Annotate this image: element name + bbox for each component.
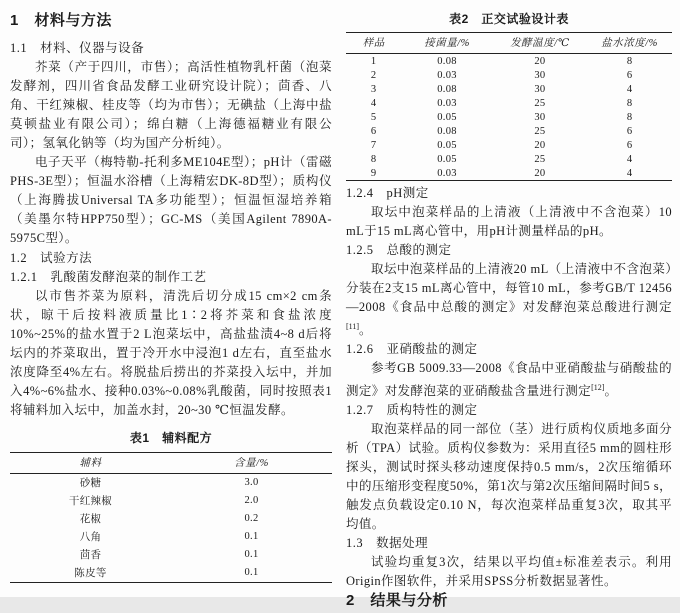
paragraph-ph: 取坛中泡菜样品的上清液（上清液中不含泡菜）10 mL于15 mL离心管中，用pH计测量样品的pH。 [346,205,672,238]
table-row [10,564,332,583]
table-cell: 2 [370,69,377,81]
table-cell: 4 [370,97,377,109]
paragraph-total-acid [346,260,672,340]
table-header-cell: 含量/% [171,452,332,473]
table-cell: 0.03 [437,69,457,81]
table-row [346,96,672,110]
right-column [346,9,672,591]
table-cell: 5 [370,111,377,123]
section-heading-1-2-4: 1.2.4 pH测定 [346,186,429,200]
table-cell: 20 [534,55,546,67]
table-cell: 0.03 [437,97,457,109]
table-header-cell: 盐水浓度/% [587,33,672,54]
table-cell: 30 [534,111,546,123]
table-row [10,510,332,528]
table-header-cell: 辅料 [10,452,171,473]
table-header-row [346,33,672,54]
table-cell: 3 [370,83,377,95]
table-cell: 0.1 [244,549,259,560]
table-cell: 0.08 [437,83,457,95]
table1-caption: 表1 辅料配方 [129,430,213,445]
table-cell: 八角 [79,532,102,543]
table-cell: 6 [626,139,633,151]
table-row [346,82,672,96]
table-cell: 0.08 [437,55,457,67]
table2-caption: 表2 正交试验设计表 [449,12,569,26]
paragraph-texture: 取泡菜样品的同一部位（茎）进行质构仪质地多面分析（TPA）试验。质构仪参数为：采用直径5 mm的圆柱形探头，测试时探头移动速度保持0.5 mm/s，2次压缩循环中的压缩形变程度50%，第1次与第2次压缩间隔时间5 s，触发点负载设定0.10 N，每次泡菜样品重复3次，取其平均值。 [346,422,672,532]
table-row [346,54,672,69]
table-row [346,166,672,181]
table-cell: 茴香 [79,550,102,561]
paragraph-nitrite [346,359,672,401]
table-cell: 6 [626,69,633,81]
table-cell: 30 [534,69,546,81]
table-cell: 20 [534,139,546,151]
table-cell: 花椒 [79,514,102,525]
paragraph-nitrite-text: 参考GB 5009.33—2008《食品中亚硝酸盐与硝酸盐的测定》对发酵泡菜的亚硝酸盐含量进行测定 [346,361,672,399]
section-heading-1: 1 材料与方法 [10,12,112,29]
table-cell: 25 [534,97,546,109]
table-auxiliary-ingredients [10,452,332,583]
table-cell: 0.05 [437,111,457,123]
table-header-cell: 发酵温度/℃ [493,33,588,54]
table-row [10,492,332,510]
table-row [346,138,672,152]
table-cell: 干红辣椒 [68,496,113,507]
section-heading-1-2-7: 1.2.7 质构特性的测定 [346,403,478,418]
paragraph-total-acid-end: 。 [359,323,372,338]
table-cell: 0.05 [437,139,457,151]
section-heading-1-2: 1.2 试验方法 [10,250,93,265]
table-cell: 4 [626,167,633,179]
table-cell: 0.2 [244,513,259,524]
table-cell: 4 [626,83,633,95]
table-cell: 9 [370,167,377,179]
citation-ref-12: [12] [591,383,605,393]
table-cell: 0.03 [437,167,457,179]
table-cell: 8 [626,97,633,109]
table-header-cell: 样品 [346,33,401,54]
table-cell: 0.08 [437,125,457,137]
section-heading-1-2-1: 1.2.1 乳酸菌发酵泡菜的制作工艺 [10,269,207,284]
table-cell: 30 [534,83,546,95]
table-cell: 8 [626,55,633,67]
section-heading-1-2-6: 1.2.6 亚硝酸盐的测定 [346,342,478,357]
table-cell: 2.0 [244,495,259,506]
section-heading-1-3: 1.3 数据处理 [346,536,429,551]
table-cell: 0.1 [244,531,259,542]
table-orthogonal-design [346,32,672,181]
table-cell: 3.0 [244,477,259,488]
table-row [346,110,672,124]
table-cell: 陈皮等 [74,568,107,579]
paragraph-instruments: 电子天平（梅特勒-托利多ME104E型）；pH计（雷磁PHS-3E型）；恒温水浴槽（上海精宏DK-8D型）；质构仪（上海腾拔Universal TA多功能型）；恒温恒湿培养箱（美墨尔特HPP750型）；GC-MS（美国Agilent 7890A-5975C型）。 [10,155,332,245]
table-cell: 砂糖 [79,478,102,489]
table-row [10,528,332,546]
table-cell: 7 [370,139,377,151]
table-cell: 0.1 [244,567,259,578]
table-cell: 25 [534,125,546,137]
paragraph-total-acid-text: 取坛中泡菜样品的上清液20 mL（上清液中不含泡菜）分装在2支15 mL离心管中，每管10 mL，参考GB/T 12456—2008《食品中总酸的测定》对发酵泡菜总酸进行测定 [346,262,672,314]
table-header-cell: 接菌量/% [401,33,492,54]
table-cell: 0.05 [437,153,457,165]
table-cell: 25 [534,153,546,165]
table-cell: 8 [626,111,633,123]
table-cell: 1 [370,55,377,67]
section-heading-1-2-5: 1.2.5 总酸的测定 [346,243,452,257]
table-row [346,152,672,166]
paragraph-data-processing: 试验均重复3次，结果以平均值±标准差表示。利用Origin作图软件，并采用SPSS分析数据显著性。 [346,555,672,589]
paragraph-materials: 芥菜（产于四川，市售）；高活性植物乳杆菌（泡菜发酵剂，四川省食品发酵工业研究设计院）；茴香、八角、干红辣椒、桂皮等（均为市售）；无碘盐（上海中盐莫顿盐业有限公司）；绵白糖（上海德福糖业有限公司）；氢氧化钠等（均为国产分析纯）。 [10,60,332,150]
table-row [346,68,672,82]
citation-ref-11: [11] [346,322,360,331]
section-heading-2-cutoff: 2 结果与分析 [346,592,448,609]
table-cell: 4 [626,153,633,165]
table-header-row [10,452,332,473]
section-heading-1-1: 1.1 材料、仪器与设备 [10,41,145,55]
table-row [346,124,672,138]
table-row [10,473,332,492]
table-cell: 20 [534,167,546,179]
table-cell: 6 [370,125,377,137]
table-row [10,546,332,564]
paragraph-nitrite-end: 。 [604,384,618,399]
left-column [10,9,332,583]
table-cell: 6 [626,125,633,137]
paragraph-process: 以市售芥菜为原料，清洗后切分成15 cm×2 cm条状，晾干后按料液质量比1∶2将芥菜和食盐浓度10%~25%的盐水置于2 L泡菜坛中，高盐盐渍4~8 d后将坛内的芥菜取出，置于冷开水中浸泡1 d左右，直至盐水浓度降至4%左右。将脱盐后捞出的芥菜投入坛中，并加入4%~6%盐水、接种0.03%~0.08%乳酸菌，同时按照表1将辅料加入坛中，加盖水封，20~30 ℃恒温发酵。 [10,288,332,417]
table-cell: 8 [370,153,377,165]
